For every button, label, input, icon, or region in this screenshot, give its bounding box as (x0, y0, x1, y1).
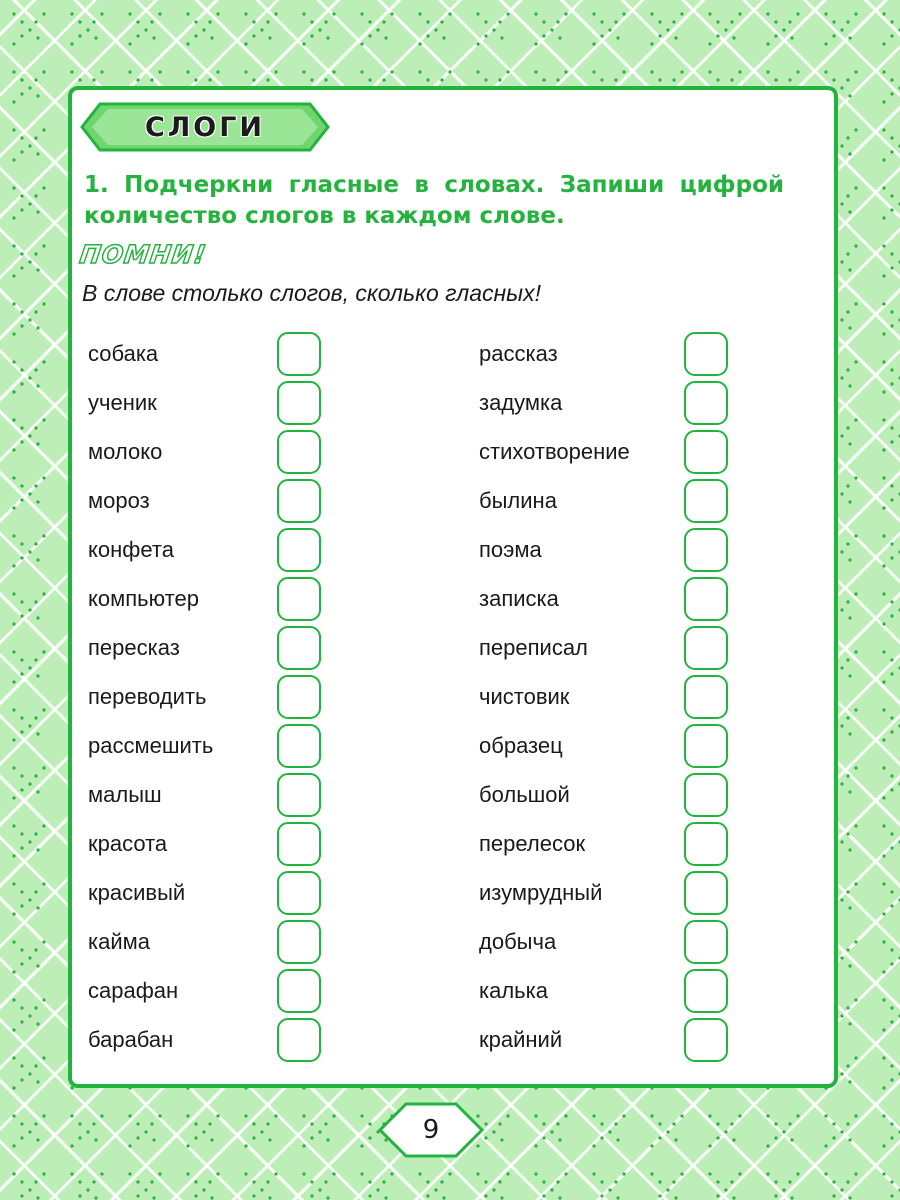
word: переводить (88, 684, 207, 709)
syllable-count-box[interactable] (684, 1018, 728, 1062)
rule-text: В слове столько слогов, сколько гласных! (82, 280, 541, 306)
word: молоко (88, 439, 163, 464)
word: барабан (88, 1027, 174, 1052)
word: изумрудный (479, 880, 603, 905)
word-row (479, 918, 859, 967)
word-row (479, 428, 859, 477)
word: былина (479, 488, 557, 513)
syllable-count-box[interactable] (684, 626, 728, 670)
word: сарафан (88, 978, 179, 1003)
word-row (88, 428, 468, 477)
word-row (479, 477, 859, 526)
word-row (88, 820, 468, 869)
word-row (88, 673, 468, 722)
syllable-count-box[interactable] (684, 430, 728, 474)
word-row (88, 624, 468, 673)
syllable-count-box[interactable] (277, 724, 321, 768)
word: пересказ (88, 635, 180, 660)
word-row (479, 526, 859, 575)
word-row (88, 722, 468, 771)
syllable-count-box[interactable] (277, 871, 321, 915)
title-badge (80, 102, 330, 152)
word: перелесок (479, 831, 586, 856)
word: калька (479, 978, 548, 1003)
syllable-count-box[interactable] (277, 430, 321, 474)
word-row (88, 526, 468, 575)
syllable-count-box[interactable] (277, 479, 321, 523)
word: кайма (88, 929, 150, 954)
word: большой (479, 782, 570, 807)
word-row (88, 771, 468, 820)
syllable-count-box[interactable] (277, 577, 321, 621)
syllable-count-box[interactable] (277, 773, 321, 817)
task-instruction: 1. Подчеркни гласные в словах. Запиши цифрой количество слогов в каждом слове. (84, 172, 784, 229)
syllable-count-box[interactable] (684, 332, 728, 376)
word: задумка (479, 390, 563, 415)
word: поэма (479, 537, 542, 562)
syllable-count-box[interactable] (684, 528, 728, 572)
word: образец (479, 733, 563, 758)
word: стихотворение (479, 439, 630, 464)
word: добыча (479, 929, 557, 954)
syllable-count-box[interactable] (684, 479, 728, 523)
word-row (479, 624, 859, 673)
syllable-count-box[interactable] (277, 969, 321, 1013)
word-row (479, 379, 859, 428)
word: рассказ (479, 341, 558, 366)
word-row (88, 918, 468, 967)
syllable-count-box[interactable] (277, 626, 321, 670)
word-row (479, 820, 859, 869)
syllable-count-box[interactable] (684, 577, 728, 621)
word-row (479, 575, 859, 624)
word: компьютер (88, 586, 199, 611)
word: записка (479, 586, 559, 611)
syllable-count-box[interactable] (684, 773, 728, 817)
word-row (479, 722, 859, 771)
syllable-count-box[interactable] (277, 822, 321, 866)
section-title: СЛОГИ (145, 111, 265, 143)
word-row (479, 771, 859, 820)
word: малыш (88, 782, 162, 807)
syllable-count-box[interactable] (277, 920, 321, 964)
word-row (88, 330, 468, 379)
syllable-count-box[interactable] (277, 332, 321, 376)
word: красивый (88, 880, 186, 905)
syllable-count-box[interactable] (684, 724, 728, 768)
word-row (88, 477, 468, 526)
word-column-right (479, 330, 859, 1065)
word-row (88, 575, 468, 624)
word-column-left (88, 330, 468, 1065)
word-row (479, 330, 859, 379)
word-row (479, 869, 859, 918)
word: переписал (479, 635, 588, 660)
word: крайний (479, 1027, 563, 1052)
syllable-count-box[interactable] (277, 528, 321, 572)
word: конфета (88, 537, 174, 562)
syllable-count-box[interactable] (684, 871, 728, 915)
word-row (479, 673, 859, 722)
word: чистовик (479, 684, 570, 709)
word-row (88, 869, 468, 918)
page-number-badge (376, 1100, 486, 1160)
word: собака (88, 341, 159, 366)
syllable-count-box[interactable] (684, 675, 728, 719)
word-row (88, 1016, 468, 1065)
syllable-count-box[interactable] (277, 381, 321, 425)
syllable-count-box[interactable] (684, 920, 728, 964)
page-number: 9 (422, 1115, 440, 1145)
word: рассмешить (88, 733, 214, 758)
word-row (479, 1016, 859, 1065)
syllable-count-box[interactable] (277, 1018, 321, 1062)
syllable-count-box[interactable] (684, 969, 728, 1013)
remember-heading: ПОМНИ! (77, 240, 209, 269)
word-row (88, 379, 468, 428)
word-row (88, 967, 468, 1016)
word: красота (88, 831, 168, 856)
word: ученик (88, 390, 157, 415)
word-row (479, 967, 859, 1016)
syllable-count-box[interactable] (277, 675, 321, 719)
syllable-count-box[interactable] (684, 822, 728, 866)
word: мороз (88, 488, 150, 513)
syllable-count-box[interactable] (684, 381, 728, 425)
